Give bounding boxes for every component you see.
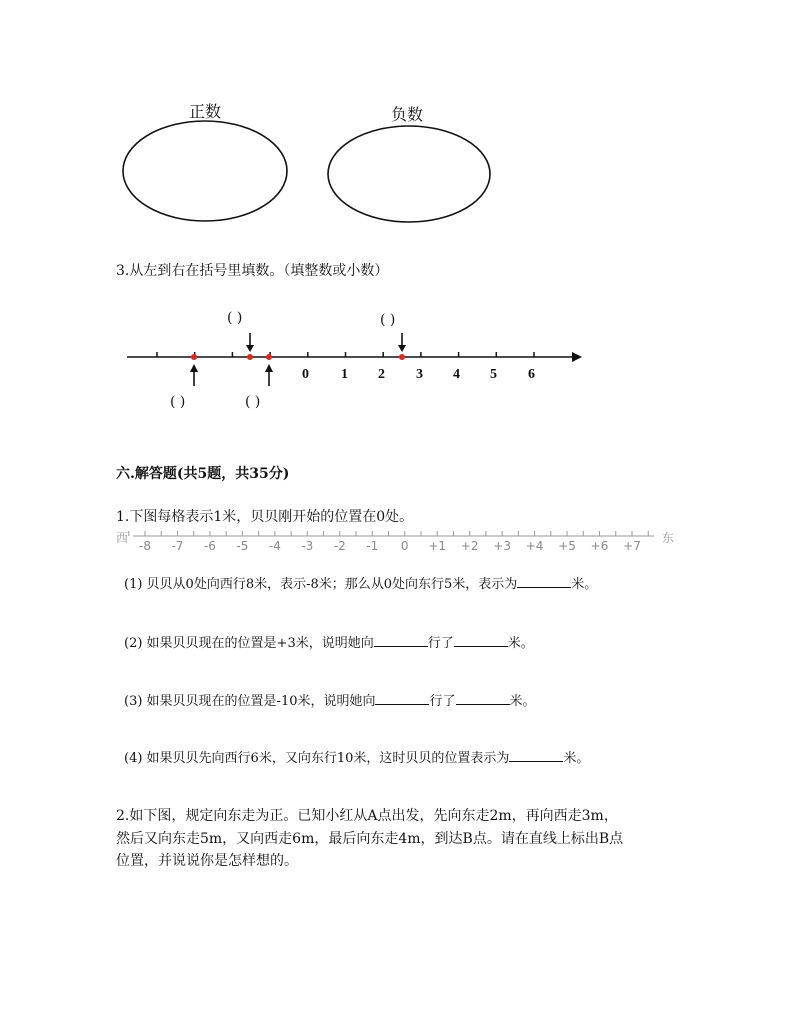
section-6-title: 六.解答题(共5题，共35分) (116, 466, 290, 482)
p1-tick-label: -7 (171, 539, 184, 553)
p1-sub4-unit: 米。 (563, 751, 590, 766)
q3-tick-label-2: 2 (378, 367, 385, 382)
p1-tick-label: 0 (400, 539, 409, 553)
p1-tick-label: -8 (139, 539, 151, 553)
p1-sub4-text: (4) 如果贝贝先向西行6米，又向东行10米，这时贝贝的位置表示为 (124, 751, 510, 766)
p1-sub1-blank[interactable] (517, 575, 571, 588)
p1-sub2-mid: 行了 (427, 636, 454, 651)
p1-tick-label: -5 (236, 539, 249, 553)
p1-sub4-blank[interactable] (509, 749, 563, 762)
p1-sub3-mid: 行了 (429, 694, 456, 709)
p1-sub2-text: (2) 如果贝贝现在的位置是+3米，说明她向 (124, 636, 374, 651)
p2-line-2: 然后又向东走5m，又向西走6m，最后向东走4m，到达B点。请在直线上标出B点 (116, 831, 624, 847)
p1-tick-label: +7 (623, 539, 641, 553)
p1-intro: 1.下图每格表示1米，贝贝刚开始的位置在0处。 (116, 509, 414, 525)
p1-sub3-text: (3) 如果贝贝现在的位置是-10米，说明她向 (124, 694, 376, 709)
q3-prompt: 3.从左到右在括号里填数。（填整数或小数） (116, 263, 389, 279)
q3-tick-label-3: 3 (416, 367, 423, 382)
p1-sub1 (124, 573, 597, 592)
p1-east-label: 东 (662, 531, 675, 545)
p1-sub2-blank-distance[interactable] (454, 634, 508, 647)
q3-tick-label-6: 6 (528, 367, 535, 382)
p1-sub4 (124, 747, 589, 766)
p1-tick-label: -6 (203, 539, 216, 553)
q3-tick-label-0: 0 (302, 367, 309, 382)
p1-sub3-blank-distance[interactable] (456, 692, 510, 705)
p1-tick-label: +1 (428, 539, 447, 553)
p1-tick-label: +6 (590, 539, 609, 553)
negative-label: 负数 (391, 105, 424, 124)
p1-west-label: 西 (116, 531, 129, 545)
p1-sub2-unit: 米。 (507, 636, 534, 651)
p1-tick-label: -2 (333, 539, 346, 553)
q3-tick-label-5: 5 (490, 367, 497, 382)
p1-tick-label: -3 (301, 539, 314, 553)
q3-tick-label-4: 4 (453, 367, 460, 382)
p1-tick-label: -1 (366, 539, 379, 553)
q3-paren-4[interactable]: ( ) (245, 394, 261, 410)
q3-paren-2[interactable]: ( ) (380, 312, 396, 328)
p1-sub3 (124, 690, 536, 709)
p1-sub3-unit: 米。 (509, 694, 536, 709)
p1-sub2 (124, 632, 534, 651)
p1-sub1-text: (1) 贝贝从0处向西行8米，表示-8米；那么从0处向东行5米，表示为 (124, 577, 518, 592)
p1-tick-label: +5 (558, 539, 576, 553)
p1-sub1-unit: 米。 (571, 577, 598, 592)
q3-paren-3[interactable]: ( ) (170, 394, 186, 410)
p1-tick-label: +3 (493, 539, 511, 553)
p1-ticks (129, 531, 648, 536)
q3-tick-label-1: 1 (341, 367, 348, 382)
positive-label: 正数 (189, 102, 222, 121)
p2-line-1: 2.如下图，规定向东走为正。已知小红从A点出发，先向东走2m，再向西走3m， (116, 808, 618, 824)
p1-tick-label: -4 (268, 539, 281, 553)
p1-sub3-blank-direction[interactable] (375, 692, 429, 705)
p1-tick-label: +4 (525, 539, 544, 553)
p1-tick-label: +2 (460, 539, 479, 553)
q3-paren-1[interactable]: ( ) (227, 310, 243, 326)
p2-line-3: 位置，并说说你是怎样想的。 (116, 853, 298, 869)
p1-sub2-blank-direction[interactable] (374, 634, 428, 647)
